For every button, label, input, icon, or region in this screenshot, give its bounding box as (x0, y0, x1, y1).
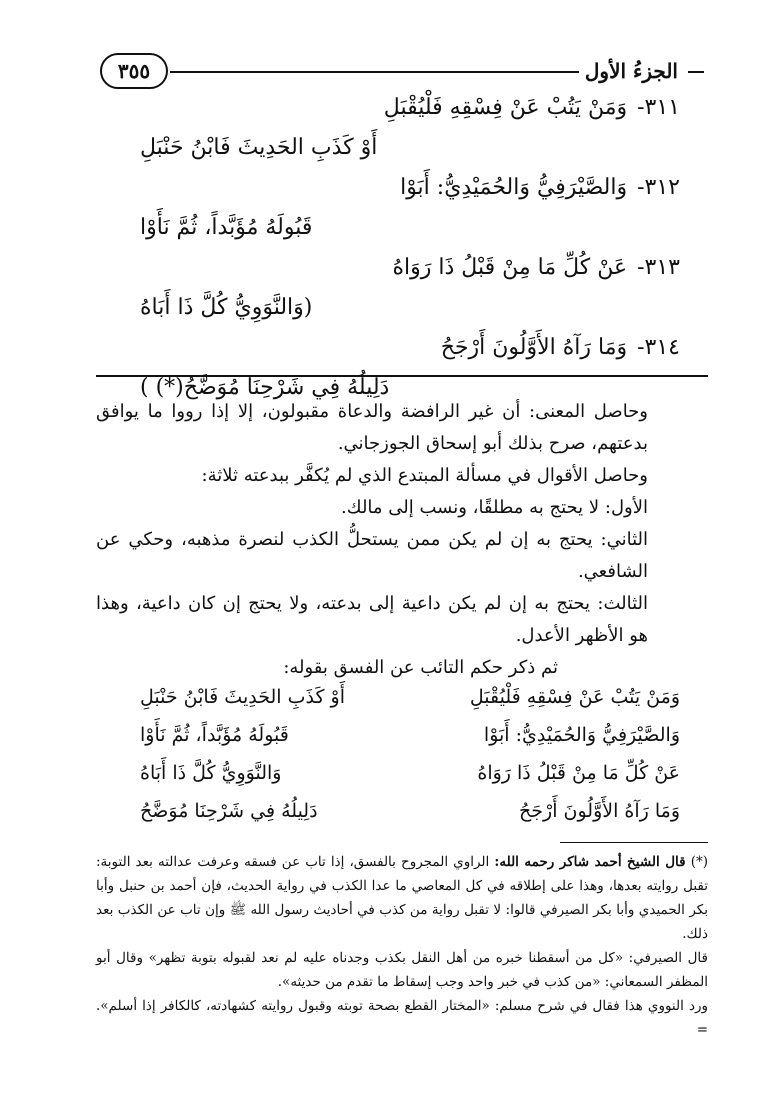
commentary (96, 396, 708, 684)
verse-first-hemistich: عَنْ كُلِّ مَا مِنْ قَبْلُ ذَا رَوَاهُ (392, 255, 628, 280)
poem-left-hemistich: دَلِيلُهُ فِي شَرْحِنَا مُوَضَّحُ (140, 800, 318, 822)
verse-number: ٣١٤- (637, 335, 680, 360)
verse-number: ٣١٢- (637, 175, 680, 200)
verse-line (140, 168, 680, 208)
verse-second-hemistich: دَلِيلُهُ فِي شَرْحِنَا مُوَضَّحُ(*) ) (140, 375, 390, 400)
commentary-paragraph: وحاصل الأقوال في مسألة المبتدع الذي لم يُكفَّر ببدعته ثلاثة: (201, 465, 648, 486)
header-rule (170, 71, 579, 73)
verse-number: ٣١١- (637, 95, 680, 120)
footnote-text: الراوي المجروح بالفسق، إذا تاب عن فسقه وعرفت عدالته بعد التوبة: تقبل روايته بعدها، وهذا على إطلاقه في كل المعاصي ما عدا الكذب في رواية الحديث، فإن أحمد بن حنبل وأبا بكر الحميدي وأبا بكر الصيرفي قالوا: لا تقبل رواية من كذب في أحاديث رسول الله ﷺ وإن تاب عن الكذب بعد ذلك. (96, 854, 708, 942)
poem-left-hemistich: وَالنَّوَوِيُّ كُلَّ ذَا أَبَاهُ (140, 762, 282, 784)
footnote: قال الصيرفي: «كل من أسقطنا خبره من أهل النقل بكذب وجدناه عليه لم نعد لقبوله بتوبة تظهر» وقال أبو المظفر السمعاني: «من كذب في خبر واحد وجب إسقاط ما تقدم من حديثه». (96, 950, 708, 990)
poem-left-hemistich: قَبُولَهُ مُؤَبَّداً، ثُمَّ نَأَوْا (140, 724, 289, 746)
header-dash (688, 71, 704, 73)
footnote-divider (560, 842, 708, 843)
verse-first-hemistich: وَالصَّيْرَفِيُّ وَالحُمَيْدِيُّ: أَبَوْا (400, 175, 628, 200)
verse-line (140, 248, 680, 288)
verse-first-hemistich: وَمَنْ يَتُبْ عَنْ فِسْقِهِ فَلْيُقْبَلِ (383, 95, 628, 120)
verse-second-hemistich: قَبُولَهُ مُؤَبَّداً، ثُمَّ نَأَوْا (140, 215, 313, 240)
running-title: الجزءُ الأول (584, 59, 678, 83)
verse-number: ٣١٣- (637, 255, 680, 280)
footnote (96, 850, 708, 946)
poem-right-hemistich: عَنْ كُلِّ مَا مِنْ قَبْلُ ذَا رَوَاهُ (477, 762, 680, 784)
commentary-paragraph: الأول: لا يحتج به مطلقًا، ونسب إلى مالك. (341, 497, 648, 518)
verse-first-hemistich: وَمَا رَآهُ الأَوَّلُونَ أَرْجَحُ (440, 335, 628, 360)
poem-left-hemistich: أَوْ كَذَبِ الحَدِيثَ فَابْنُ حَنْبَلِ (140, 686, 345, 708)
footnote-author: قال الشيخ أحمد شاكر رحمه الله: (494, 854, 686, 870)
poem-row (140, 678, 680, 716)
commentary-paragraph: الثاني: يحتج به إن لم يكن ممن يستحلُّ الكذب لنصرة مذهبه، وحكي عن الشافعي. (96, 529, 648, 582)
poem-row (140, 716, 680, 754)
footnotes (96, 850, 708, 1042)
footnote: ورد النووي هذا فقال في شرح مسلم: «المختار القطع بصحة توبته وقبول روايته كشهادته، كالكافر إذا أسلم». = (96, 998, 708, 1038)
poem-right-hemistich: وَمَا رَآهُ الأَوَّلُونَ أَرْجَحُ (519, 800, 680, 822)
poem-right-hemistich: وَالصَّيْرَفِيُّ وَالحُمَيْدِيُّ: أَبَوْا (483, 724, 680, 746)
poem-row (140, 792, 680, 830)
poem-right-hemistich: وَمَنْ يَتُبْ عَنْ فِسْقِهِ فَلْيُقْبَلِ (469, 686, 680, 708)
commentary-paragraph: الثالث: يحتج به إن لم يكن داعية إلى بدعته، ولا يحتج إن كان داعية، وهذا هو الأظهر الأعدل. (96, 593, 648, 646)
poem-row (140, 754, 680, 792)
footnote-marker: (*) (690, 854, 708, 870)
section-divider (96, 375, 708, 377)
verse-line (140, 88, 680, 128)
page-number: ٣٥٥ (100, 53, 168, 89)
verse-line (140, 328, 680, 368)
verse-second-hemistich: (وَالنَّوَوِيُّ كُلَّ ذَا أَبَاهُ (140, 295, 313, 320)
commentary-paragraph: وحاصل المعنى: أن غير الرافضة والدعاة مقبولون، إلا إذا رووا ما يوافق بدعتهم، صرح بذلك أبو إسحاق الجوزجاني. (96, 401, 648, 454)
verse-second-hemistich: أَوْ كَذَبِ الحَدِيثَ فَابْنُ حَنْبَلِ (140, 135, 378, 160)
poem-table (140, 678, 680, 830)
page-header (92, 52, 704, 92)
verse-block (140, 88, 680, 408)
commentary-paragraph: ثم ذكر حكم التائب عن الفسق بقوله: (283, 657, 558, 678)
